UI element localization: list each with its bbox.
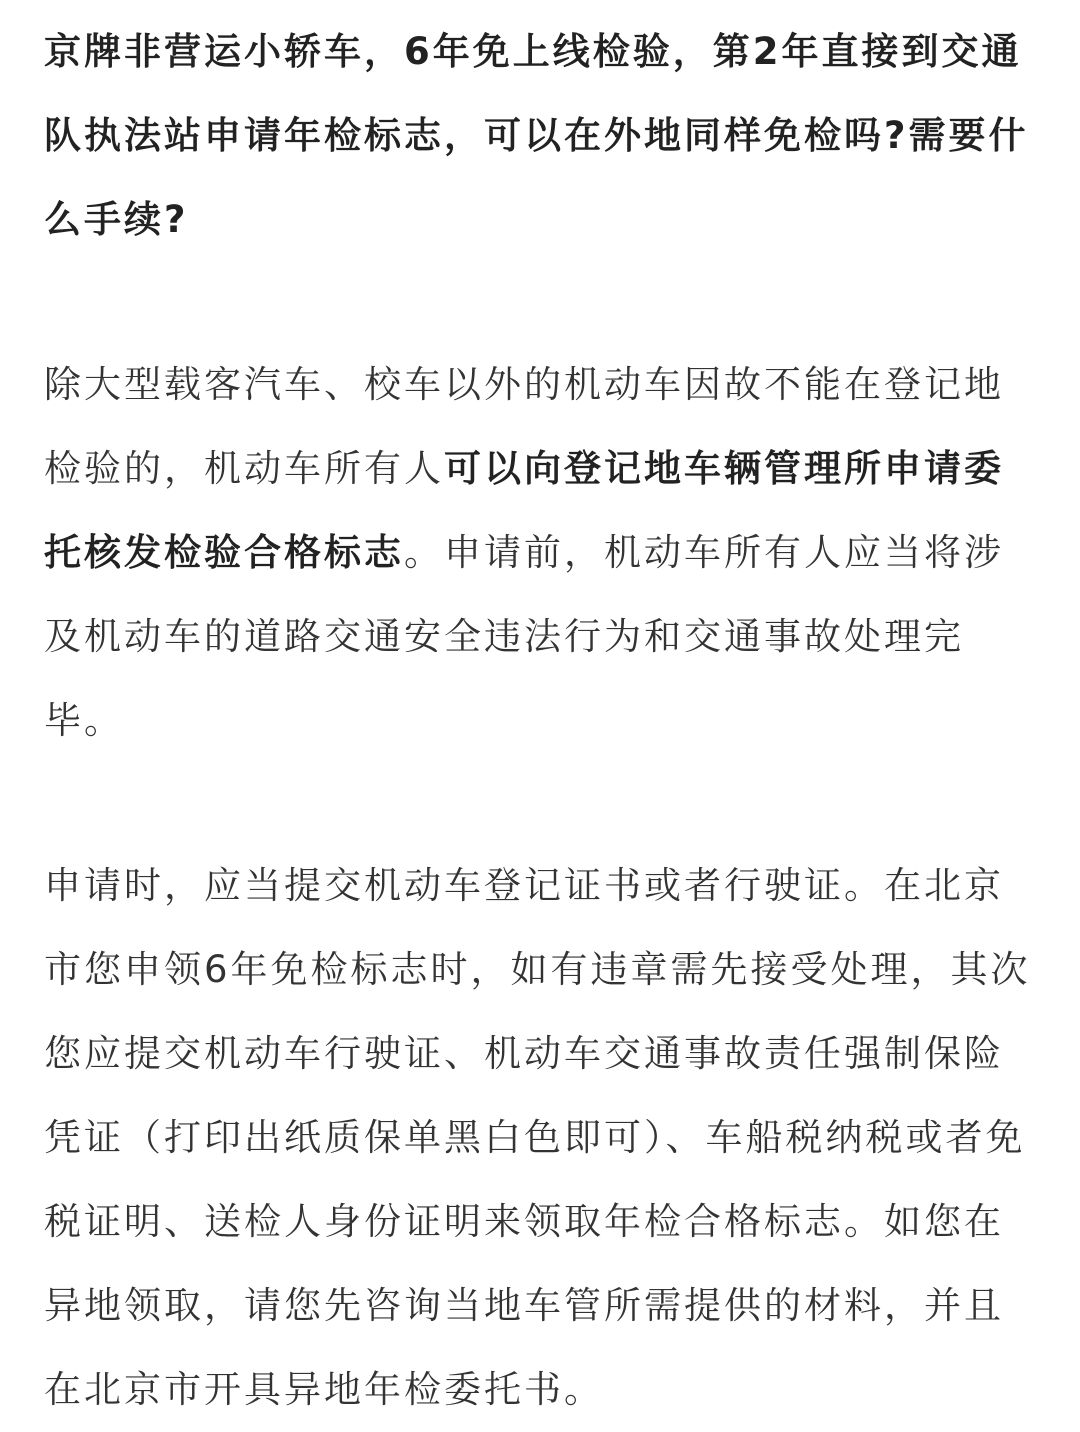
question-heading: 京牌非营运小轿车，6年免上线检验，第2年直接到交通队执法站申请年检标志，可以在外地同样免检吗?需要什么手续? [44, 30, 1029, 241]
paragraph-spacer [44, 262, 1036, 343]
paragraph-1-text-before: 除大型载客汽车、校车以外的机动车因故不能在登记地检验的，机动车所有人 [44, 363, 1004, 490]
paragraph-1-text-after: 。申请前，机动车所有人应当将涉及机动车的道路交通安全违法行为和交通事故处理完毕。 [44, 531, 1004, 742]
paragraph-1-bold-text: 可以向登记地车辆管理所申请委托核发检验合格标志 [44, 447, 1004, 574]
answer-paragraph-1 [44, 343, 1036, 763]
paragraph-spacer [44, 763, 1036, 844]
answer-paragraph-2: 申请时，应当提交机动车登记证书或者行驶证。在北京市您申领6年免检标志时，如有违章需先接受处理，其次您应提交机动车行驶证、机动车交通事故责任强制保险凭证（打印出纸质保单黑白色即可）、车船税纳税或者免税证明、送检人身份证明来领取年检合格标志。如您在异地领取，请您先咨询当地车管所需提供的材料，并且在北京市开具异地年检委托书。 [44, 864, 1031, 1411]
